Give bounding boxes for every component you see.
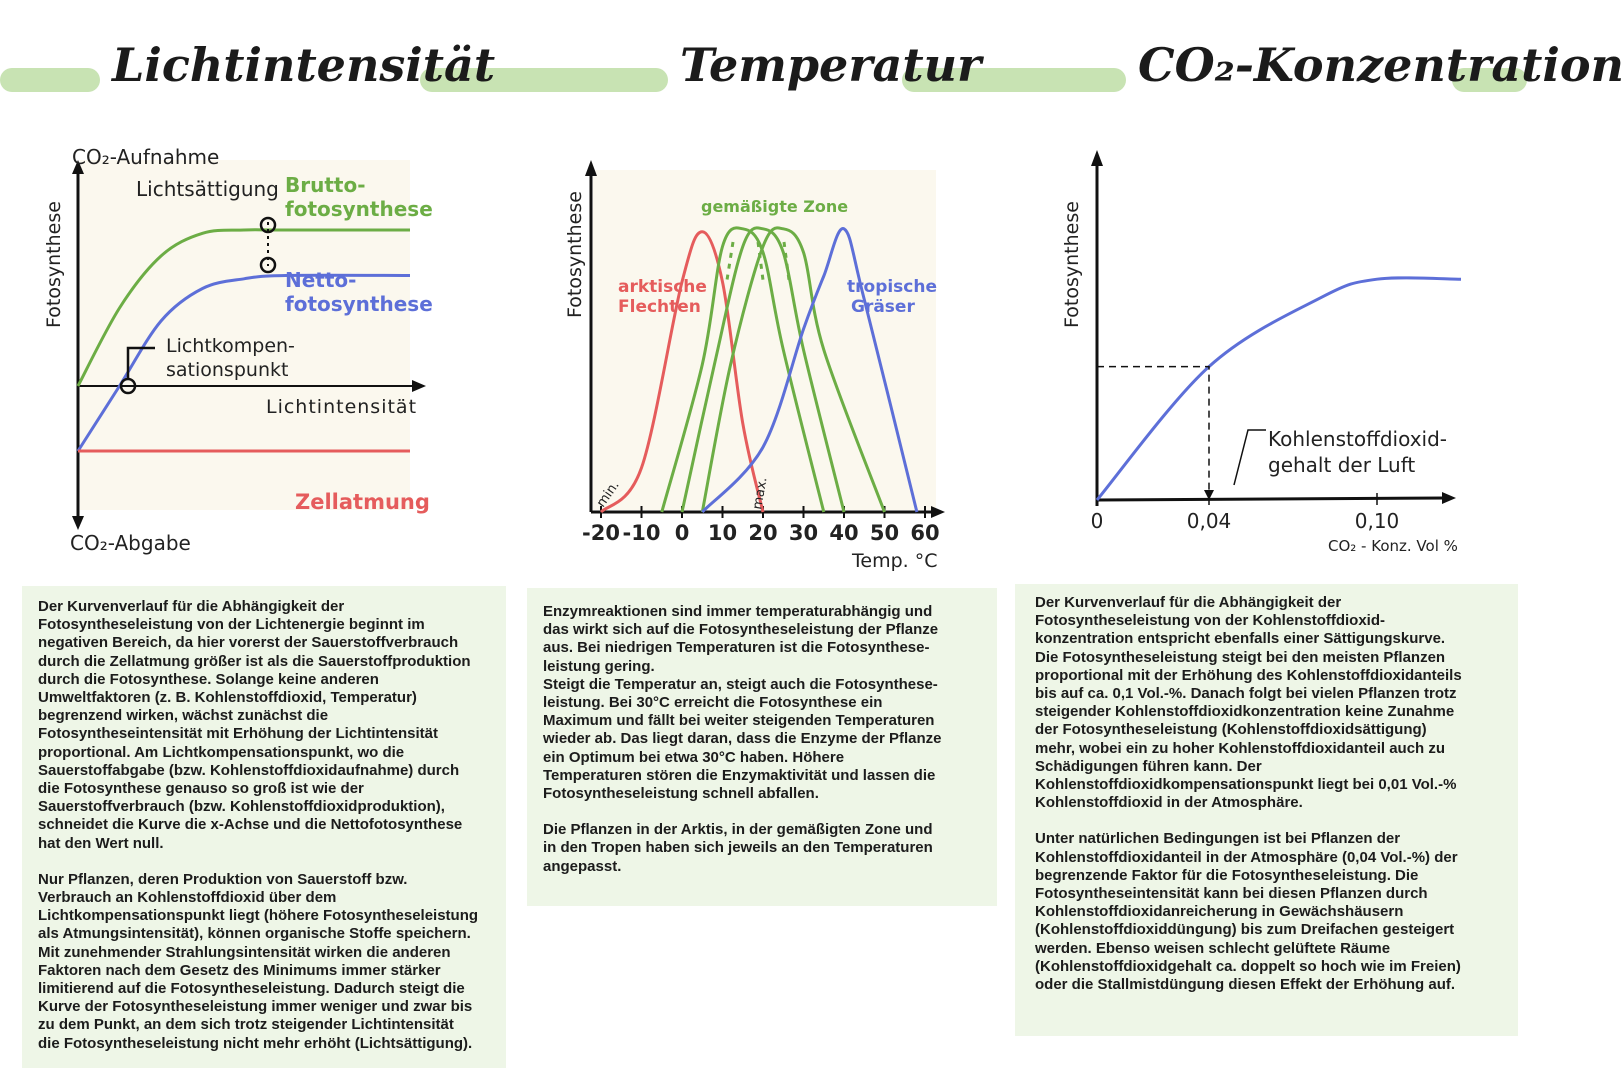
chart-light-label-zellatmung: Zellatmung xyxy=(295,490,430,514)
textbox-co2 xyxy=(1015,584,1518,1036)
chart-temperature-tick-label: -20 xyxy=(582,521,620,545)
chart-co2 xyxy=(1050,130,1490,570)
chart-co2-ylabel: Fotosynthese xyxy=(1061,201,1083,328)
chart-co2-annotation xyxy=(1268,427,1453,477)
textbox-co2-paragraph-2: Unter natürlichen Bedingungen ist bei Pflanzen der Kohlenstoffdioxidanteil in der Atmosphäre (0,04 Vol.-%) der begrenzende Faktor für die Fotosyntheseleistung. Die Fotosyntheseintensität kann bei diesen Pflanzen durch Kohlenstoffdioxidanreicherung in Gewächshäusern (Kohlenstoffdioxiddüngung) bis zum Dreifachen gesteigert werden. Ebenso weisen schlecht gelüftete Räume (Kohlenstoffdioxidgehalt ca. doppelt so hoch wie im Freien) oder die Stallmistdüngung diesen Effekt der Erhöhung auf. xyxy=(1035,830,1461,994)
chart-temperature-tick-label: 20 xyxy=(748,521,778,545)
chart-temperature-svg xyxy=(555,130,965,580)
chart-light-annotation-compensation-line2: sationspunkt xyxy=(166,359,289,381)
heading-light: Lichtintensität xyxy=(112,38,496,92)
chart-light-label-netto-line2: fotosynthese xyxy=(285,292,433,316)
chart-light-y-arrow-down xyxy=(72,516,84,530)
chart-co2-xlabel: CO₂ - Konz. Vol % xyxy=(1328,537,1458,555)
textbox-light-paragraph-2: Nur Pflanzen, deren Produktion von Sauerstoff bzw. Verbrauch an Kohlenstoffdioxid über dem Lichtkompensationspunkt liegt (höhere Fotosyntheseleistung als Atmungsintensität), können organische Stoffe speichern. Mit zunehmender Strahlungsintensität wirken die anderen Faktoren nach dem Gesetz des Minimums immer stärker limitierend auf die Fotosyntheseleistung. Dadurch steigt die Kurve der Fotosyntheseleistung immer weniger und zwar bis zu dem Punkt, an dem sich trotz steigender Lichtintensität die Fotosyntheseleistung nicht mehr erhöht (Lichtsättigung). xyxy=(38,870,479,1052)
chart-co2-tick-label: 0,10 xyxy=(1354,509,1400,533)
chart-light-svg xyxy=(30,130,450,570)
chart-temperature-label-arctic-line2: Flechten xyxy=(618,297,701,317)
header-band-1 xyxy=(0,68,100,92)
chart-light-label-brutto-line1: Brutto- xyxy=(285,173,366,197)
chart-co2-annotation-leader xyxy=(1234,430,1266,485)
chart-temperature-annotation-min: min. xyxy=(593,478,623,511)
textbox-light xyxy=(22,586,506,1068)
chart-temperature-ylabel: Fotosynthese xyxy=(564,191,586,318)
chart-temperature-tick-label: 40 xyxy=(829,521,859,545)
chart-temperature-annotation-max: max. xyxy=(750,476,771,511)
chart-light-y-bottom-label: CO₂-Abgabe xyxy=(70,531,191,555)
textbox-temperature-paragraph-2: Die Pflanzen in der Arktis, in der gemäßigten Zone und in den Tropen haben sich jeweils an den Temperaturen angepasst. xyxy=(543,821,933,875)
chart-temperature-label-tropic-line2: Gräser xyxy=(851,297,915,317)
chart-light-ylabel: Fotosynthese xyxy=(43,201,65,328)
textbox-temperature xyxy=(527,588,997,906)
chart-co2-svg xyxy=(1050,130,1490,570)
chart-light-x-arrow xyxy=(412,380,426,392)
chart-co2-y-arrow xyxy=(1091,150,1103,166)
chart-light-y-top-label: CO₂-Aufnahme xyxy=(72,145,220,169)
chart-temperature-xlabel: Temp. °C xyxy=(852,550,938,572)
chart-light-annotation-compensation-line1: Lichtkompen- xyxy=(166,335,295,357)
chart-co2-x-arrow xyxy=(1442,492,1456,504)
chart-temperature-tick-label: 10 xyxy=(707,521,738,545)
chart-temperature-label-tropic-line1: tropische xyxy=(847,277,938,297)
chart-light-label-netto-line1: Netto- xyxy=(285,268,357,292)
heading-temperature: Temperatur xyxy=(680,38,982,92)
chart-temperature-tick-label: 60 xyxy=(910,521,940,545)
chart-co2-tick-label: 0 xyxy=(1090,509,1104,533)
chart-temperature-y-arrow xyxy=(585,160,597,176)
chart-temperature-tick-label: 30 xyxy=(788,521,819,545)
chart-light-annotation-saturation: Lichtsättigung xyxy=(136,177,279,201)
chart-co2-annotation-line2: gehalt der Luft xyxy=(1268,453,1416,477)
chart-temperature-tick-label: 0 xyxy=(674,521,690,545)
textbox-co2-paragraph-1: Der Kurvenverlauf für die Abhängigkeit der Fotosyntheseleistung von der Kohlenstoffdioxid- konzentration entspricht ebenfalls einer Sättigungskurve. Die Fotosyntheseleistung steigt bei den meisten Pflanzen proportional mit der Erhöhung des Kohlenstoffdioxidanteils bis auf ca. 0,1 Vol.-%. Danach folgt bei vielen Pflanzen trotz steigender Kohlenstoffdioxidkonzentration keine Zunahme der Fotosyntheseleistung (Kohlenstoffdioxidsättigung) mehr, wobei ein zu hoher Kohlenstoffdioxidanteil auch zu Schädigungen führen kann. Der Kohlenstoffdioxidkompensationspunkt liegt bei 0,01 Vol.-% Kohlenstoffdioxid in der Atmosphäre. xyxy=(1035,594,1462,812)
chart-light-label-netto xyxy=(285,268,433,316)
chart-light-xlabel: Lichtintensität xyxy=(266,396,418,418)
chart-light-label-brutto xyxy=(285,173,433,221)
chart-temperature-tick-label: 50 xyxy=(869,521,900,545)
chart-light-label-brutto-line2: fotosynthese xyxy=(285,197,433,221)
chart-light xyxy=(30,130,450,570)
chart-temperature-tick-label: -10 xyxy=(622,521,661,545)
chart-co2-tick-label: 0,04 xyxy=(1186,509,1232,533)
chart-temperature-x-arrow xyxy=(931,506,945,518)
textbox-temperature-paragraph-1: Enzymreaktionen sind immer temperaturabhängig und das wirkt sich auf die Fotosyntheseleistung der Pflanze aus. Bei niedrigen Temperaturen ist die Fotosynthese- leistung gering. Steigt die Temperatur an, steigt auch die Fotosynthese- leistung. Bei 30°C erreicht die Fotosynthese ein Maximum und fällt bei weiter steigenden Temperaturen wieder ab. Das liegt daran, dass die Enzyme der Pflanze ein Optimum bei etwa 30°C haben. Höhere Temperaturen stören die Enzymaktivität und lassen die Fotosyntheseleistung schnell abfallen. xyxy=(543,603,942,803)
chart-temperature xyxy=(555,130,965,580)
chart-co2-x-axis xyxy=(1097,498,1446,500)
chart-temperature-label-arctic xyxy=(618,277,713,317)
chart-co2-annotation-line1: Kohlenstoffdioxid- xyxy=(1268,427,1448,451)
chart-temperature-label-arctic-line1: arktische xyxy=(618,277,707,297)
chart-temperature-annotation-zone: gemäßigte Zone xyxy=(701,197,849,216)
heading-co2: CO₂-Konzentration xyxy=(1138,38,1624,92)
textbox-light-paragraph-1: Der Kurvenverlauf für die Abhängigkeit der Fotosyntheseleistung von der Lichtenergie beginnt im negativen Bereich, da hier vorerst der Sauerstoffverbrauch durch die Zellatmung größer ist als die Sauerstoffproduktion durch die Fotosynthese. Solange keine anderen Umweltfaktoren (z. B. Kohlenstoffdioxid, Temperatur) begrenzend wirken, wächst zunächst die Fotosyntheseintensität mit Erhöhung der Lichtintensität proportional. Am Lichtkompensationspunkt, wo die Sauerstoffabgabe (bzw. Kohlenstoffdioxidaufnahme) durch die Fotosynthese genauso so groß ist wie der Sauerstoffverbrauch (bzw. Kohlenstoffdioxidproduktion), schneidet die Kurve die x-Achse und die Nettofotosynthese hat den Wert null. xyxy=(38,598,471,852)
